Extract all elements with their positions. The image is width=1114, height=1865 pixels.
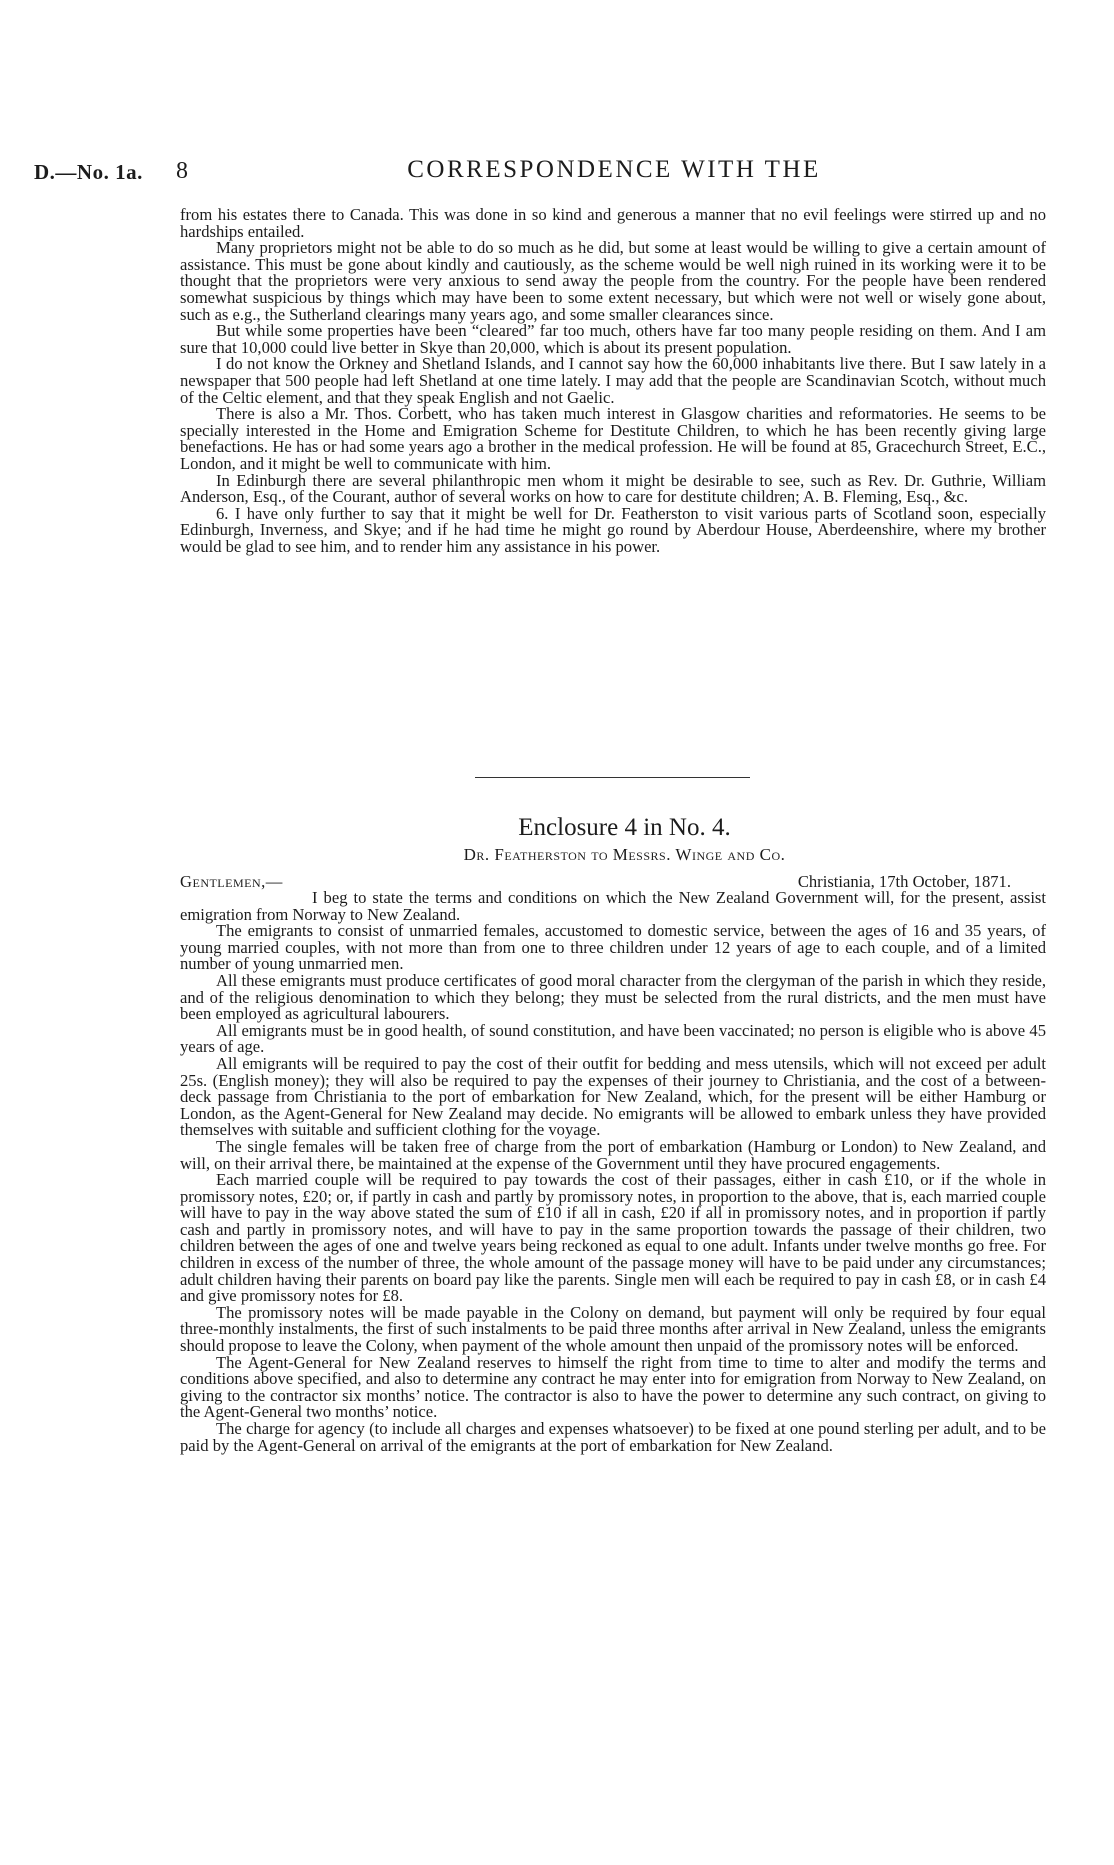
document-reference: D.—No. 1a. [34,160,143,184]
paragraph: I do not know the Orkney and Shetland Islands, and I cannot say how the 60,000 inhabitants live there. But I saw lately in a newspaper that 500 people had left Shetland at one time lately. I may add that the people are Scandinavian Scotch, without much of the Celtic element, and that they speak English and not Gaelic. [180,354,1046,407]
running-title: CORRESPONDENCE WITH THE [407,156,821,183]
paragraph: In Edinburgh there are several philanthropic men whom it might be desirable to see, such as Rev. Dr. Guthrie, William Anderson, Esq., of the Courant, author of several works on how to care for destitute children; A. B. Fleming, Esq., &c. [180,470,1046,507]
paragraph: The promissory notes will be made payable in the Colony on demand, but payment will only be required by four equal three-monthly instalments, the first of such instalments to be paid three months after arrival in New Zealand, unless the emigrants should propose to leave the Colony, when payment of the whole amount then unpaid of the promissory notes will be enforced. [180,1302,1046,1356]
paragraph: Many proprietors might not be able to do so much as he did, but some at least would be willing to give a certain amount of assistance. This must be gone about kindly and cautiously, as the scheme would be well nigh ruined in its working were it to be thought that the proprietors were very anxious to send away the people from the country. For the people have been rendered somewhat suspicious by things which may have been to some extent necessary, but which were not well or wisely gone about, such as e.g., the Sutherland clearings many years ago, and some smaller clearances since. [180,238,1046,324]
page-number: 8 [176,158,188,184]
section-divider [475,777,750,778]
enclosure-body [180,890,1046,1454]
dateline: Christiania, 17th October, 1871. [797,872,1011,891]
paragraph: The emigrants to consist of unmarried females, accustomed to domestic service, between the ages of 16 and 35 years, of young married couples, with not more than from one to three children under 12 years of age to each couple, and of a limited number of young unmarried men. [180,921,1046,974]
paragraph: All these emigrants must produce certificates of good moral character from the clergyman of the parish in which they reside, and of the religious denomination to which they belong; they must be selected from the rural districts, and the men must have been employed as agricultural labourers. [180,970,1046,1024]
paragraph: Each married couple will be required to pay towards the cost of their passages, either in cash £10, or if the whole in promissory notes, £20; or, if partly in cash and partly by promissory notes, in proportion to the above, that is, each married couple will have to pay in the way above stated the sum of £10 if all in cash, £20 if all in promissory notes, and in proportion if partly cash and partly in promissory notes, and will have to pay in the same proportion towards the passage of their children, two children between the ages of one and twelve years being reckoned as equal to one adult. Infants under twelve months go free. For children in excess of the number of three, the whole amount of the passage money will have to be paid under any circumstances; adult children having their parents on board pay like the parents. Single men will each be required to pay in cash £8, or in cash £4 and give promissory notes for £8. [180,1170,1046,1306]
paragraph: I beg to state the terms and conditions on which the New Zealand Government will, for the present, assist emigration from Norway to New Zealand. [180,888,1046,924]
letter-continued [180,207,1046,555]
paragraph: The single females will be taken free of charge from the port of embarkation (Hamburg or London) to New Zealand, and will, on their arrival there, be maintained at the expense of the Government until they have procured engagements. [180,1136,1046,1173]
paragraph: All emigrants will be required to pay the cost of their outfit for bedding and mess utensils, which will not exceed per adult 25s. (English money); they will also be required to pay the expenses of their journey to Christiania, and the cost of a between-deck passage from Christiania to the port of embarkation for New Zealand, which, for the present will be either Hamburg or London, as the Agent-General for New Zealand may decide. No emigrants will be allowed to embark unless they have provided themselves with suitable and sufficient clothing for the voyage. [180,1053,1046,1140]
salutation: Gentlemen,— [180,872,283,891]
paragraph: All emigrants must be in good health, of sound constitution, and have been vaccinated; no person is eligible who is above 45 years of age. [180,1020,1046,1057]
paragraph: The Agent-General for New Zealand reserves to himself the right from time to time to alter and modify the terms and conditions above specified, and also to determine any contract he may enter into for emigration from Norway to New Zealand, on giving to the contractor six months’ notice. The contractor is also to have the power to determine any such contract, on giving to the Agent-General two months’ notice. [180,1352,1046,1422]
paragraph: But while some properties have been “cleared” far too much, others have far too many people residing on them. And I am sure that 10,000 could live better in Skye than 20,000, which is about its present population. [180,321,1046,357]
enclosure-from-to: Dr. Featherston to Messrs. Winge and Co. [463,845,786,864]
enclosure-title: Enclosure 4 in No. 4. [518,814,731,841]
paragraph: 6. I have only further to say that it might be well for Dr. Featherston to visit various parts of Scotland soon, especially Edinburgh, Inverness, and Skye; and if he had time he might go round by Aberdour House, Aberdeenshire, where my brother would be glad to see him, and to render him any assistance in his power. [180,503,1046,556]
paragraph: The charge for agency (to include all charges and expenses whatsoever) to be fixed at one pound sterling per adult, and to be paid by the Agent-General on arrival of the emigrants at the port of embarkation for New Zealand. [180,1419,1046,1455]
paragraph: There is also a Mr. Thos. Corbett, who has taken much interest in Glasgow charities and reformatories. He seems to be specially interested in the Home and Emigration Scheme for Destitute Children, to which he has been recently giving large benefactions. He has or had some years ago a brother in the medical profession. He will be found at 85, Gracechurch Street, E.C., London, and it might be well to communicate with him. [180,404,1046,473]
page-header [34,156,1044,196]
paragraph: from his estates there to Canada. This was done in so kind and generous a manner that no evil feelings were stirred up and no hardships entailed. [180,205,1046,241]
